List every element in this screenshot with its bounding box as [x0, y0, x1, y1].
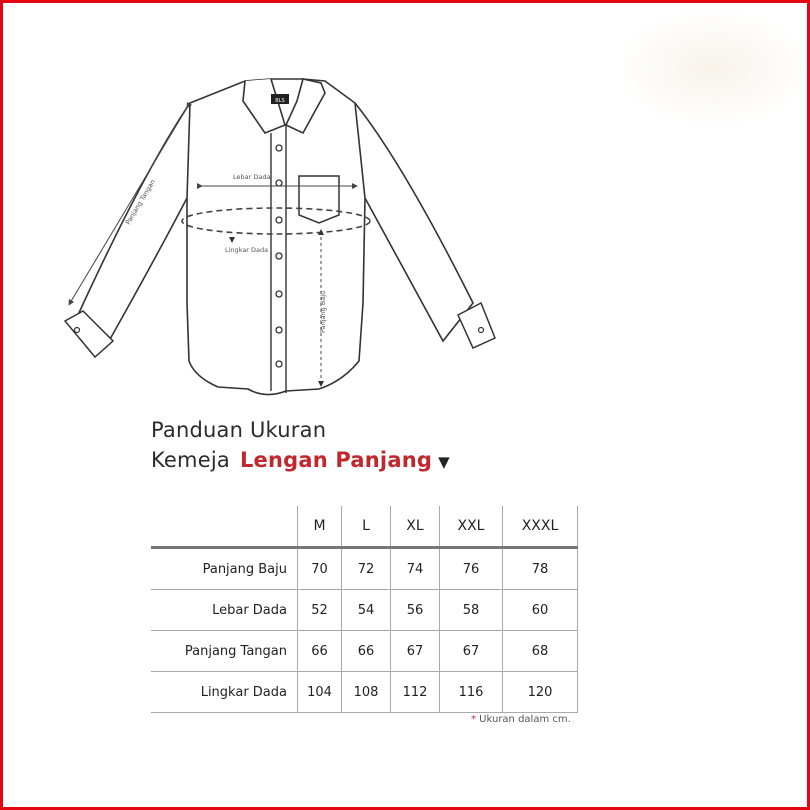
row-label: Lebar Dada: [151, 590, 298, 631]
heading-line-2: [151, 445, 450, 477]
table-cell: 68: [503, 631, 578, 672]
size-header-xxl: XXL: [440, 506, 503, 548]
table-cell: 56: [391, 590, 440, 631]
table-cell: 67: [440, 631, 503, 672]
table-cell: 116: [440, 672, 503, 713]
row-label: Panjang Tangan: [151, 631, 298, 672]
sleeve-length-label: Panjang Tangan: [123, 178, 158, 227]
left-sleeve-outline: [78, 103, 190, 348]
table-cell: 54: [342, 590, 391, 631]
table-row: [151, 672, 578, 713]
table-cell: 66: [342, 631, 391, 672]
table-cell: 58: [440, 590, 503, 631]
table-row: [151, 548, 578, 590]
table-cell: 60: [503, 590, 578, 631]
table-cell: 104: [298, 672, 342, 713]
table-row: [151, 590, 578, 631]
size-header-row: [151, 506, 578, 548]
row-label: Panjang Baju: [151, 548, 298, 590]
heading-line-1: Panduan Ukuran: [151, 418, 327, 442]
heading-accent: Lengan Panjang: [239, 448, 433, 472]
caret-down-icon: ▼: [438, 453, 450, 471]
chest-width-label: Lebar Dada: [233, 173, 271, 181]
header-empty-cell: [151, 506, 298, 548]
unit-note: [471, 714, 571, 725]
chest-circumference-label: Lingkar Dada: [225, 246, 269, 254]
table-cell: 78: [503, 548, 578, 590]
size-header-xxxl: XXXL: [503, 506, 578, 548]
size-table: [151, 506, 578, 713]
table-cell: 120: [503, 672, 578, 713]
table-cell: 67: [391, 631, 440, 672]
note-asterisk: *: [471, 714, 476, 725]
size-guide-heading: [151, 415, 450, 477]
table-cell: 108: [342, 672, 391, 713]
sleeve-length-line: [70, 106, 188, 303]
brand-tag-text: BLS: [275, 98, 285, 104]
right-sleeve-outline: [355, 103, 473, 341]
table-cell: 112: [391, 672, 440, 713]
chest-pocket: [299, 176, 339, 223]
table-cell: 74: [391, 548, 440, 590]
row-label: Lingkar Dada: [151, 672, 298, 713]
table-row: [151, 631, 578, 672]
table-cell: 66: [298, 631, 342, 672]
heading-prefix: Kemeja: [151, 448, 230, 472]
left-cuff: [65, 311, 113, 357]
table-cell: 72: [342, 548, 391, 590]
shirt-diagram: [3, 3, 807, 403]
size-header-l: L: [342, 506, 391, 548]
note-text: Ukuran dalam cm.: [476, 714, 571, 725]
size-header-m: M: [298, 506, 342, 548]
table-cell: 70: [298, 548, 342, 590]
table-cell: 76: [440, 548, 503, 590]
size-header-xl: XL: [391, 506, 440, 548]
right-cuff: [458, 303, 495, 348]
body-length-label: Panjang Baju: [319, 290, 327, 333]
table-cell: 52: [298, 590, 342, 631]
